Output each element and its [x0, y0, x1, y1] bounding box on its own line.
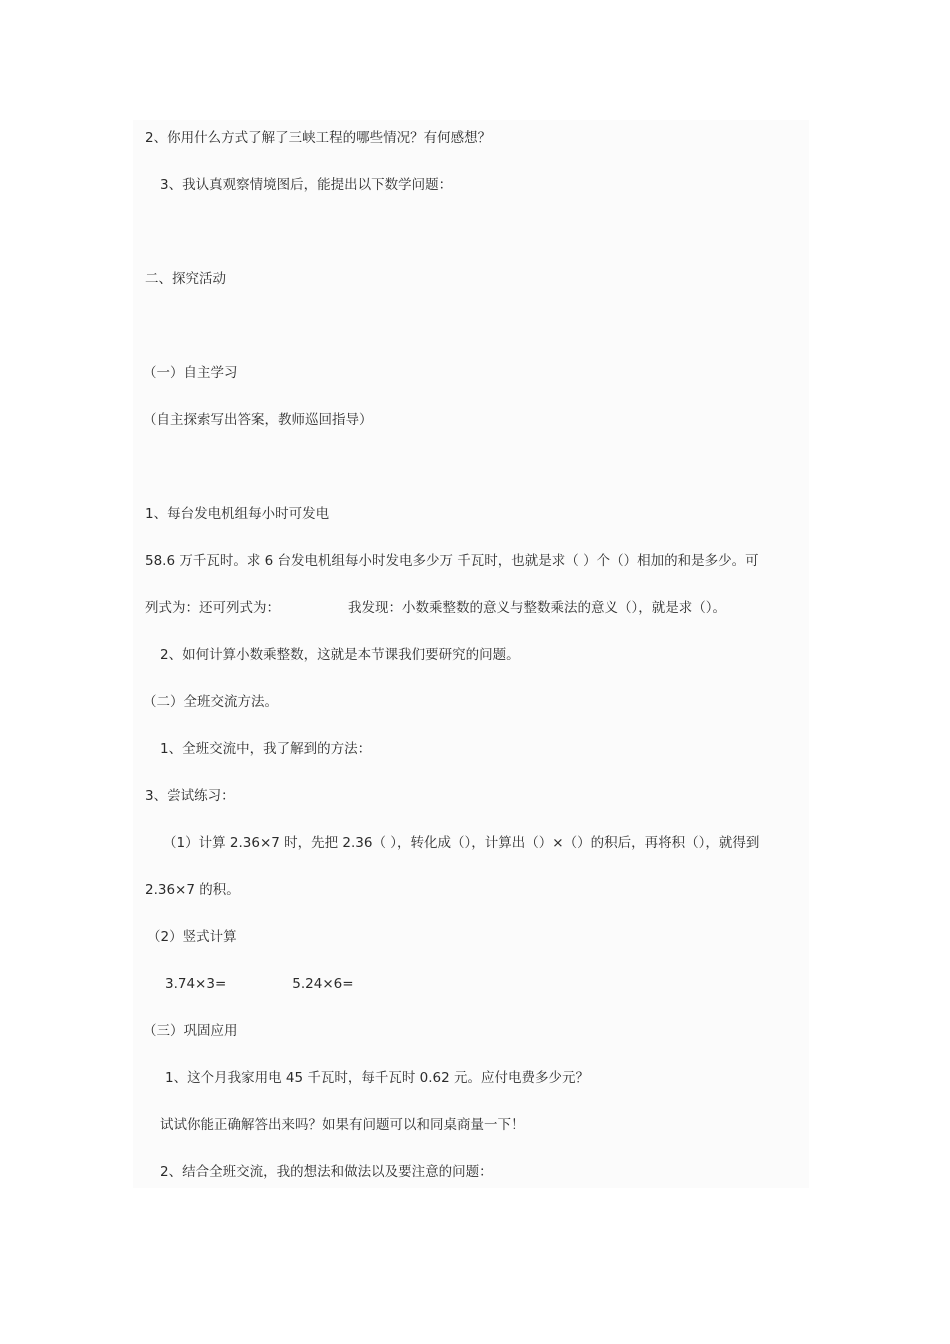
practice-1-continued: 2.36×7 的积。	[145, 882, 240, 898]
subsection-consolidate: （三）巩固应用	[143, 1023, 238, 1039]
practice-1: （1）计算 2.36×7 时，先把 2.36（ ），转化成（），计算出（）×（）的积后，再将积（），就得到	[163, 835, 760, 851]
problem-2: 2、如何计算小数乘整数，这就是本节课我们要研究的问题。	[160, 647, 520, 663]
exchange-methods: 1、全班交流中，我了解到的方法：	[160, 741, 372, 757]
section-heading-explore: 二、探究活动	[145, 271, 226, 287]
application-tip: 试试你能正确解答出来吗？如果有问题可以和同桌商量一下！	[160, 1117, 525, 1133]
calc-1: 3.74×3=	[165, 976, 227, 992]
application-2: 2、结合全班交流，我的想法和做法以及要注意的问题：	[160, 1164, 493, 1180]
practice-2-heading: （2）竖式计算	[147, 929, 237, 945]
discovery-text: 我发现：小数乘整数的意义与整数乘法的意义（），就是求（）。	[348, 600, 726, 616]
subsection-class-exchange: （二）全班交流方法。	[143, 694, 278, 710]
formula-prompt: 列式为：还可列式为：	[145, 600, 280, 616]
problem-1-body: 58.6 万千瓦时。求 6 台发电机组每小时发电多少万 千瓦时，也就是求（ ）个（）相加的和是多少。可	[145, 553, 759, 569]
vertical-calc-row	[165, 974, 354, 994]
self-study-note: （自主探索写出答案，教师巡回指导）	[143, 412, 373, 428]
question-2: 2、你用什么方式了解了三峡工程的哪些情况？有何感想？	[145, 130, 492, 146]
problem-1-formula-line	[145, 598, 726, 618]
application-1: 1、这个月我家用电 45 千瓦时，每千瓦时 0.62 元。应付电费多少元？	[165, 1070, 589, 1086]
question-3: 3、我认真观察情境图后，能提出以下数学问题：	[160, 177, 453, 193]
problem-1-intro: 1、每台发电机组每小时可发电	[145, 506, 330, 522]
subsection-self-study: （一）自主学习	[143, 365, 238, 381]
practice-heading: 3、尝试练习：	[145, 788, 235, 804]
calc-2: 5.24×6=	[292, 976, 354, 992]
